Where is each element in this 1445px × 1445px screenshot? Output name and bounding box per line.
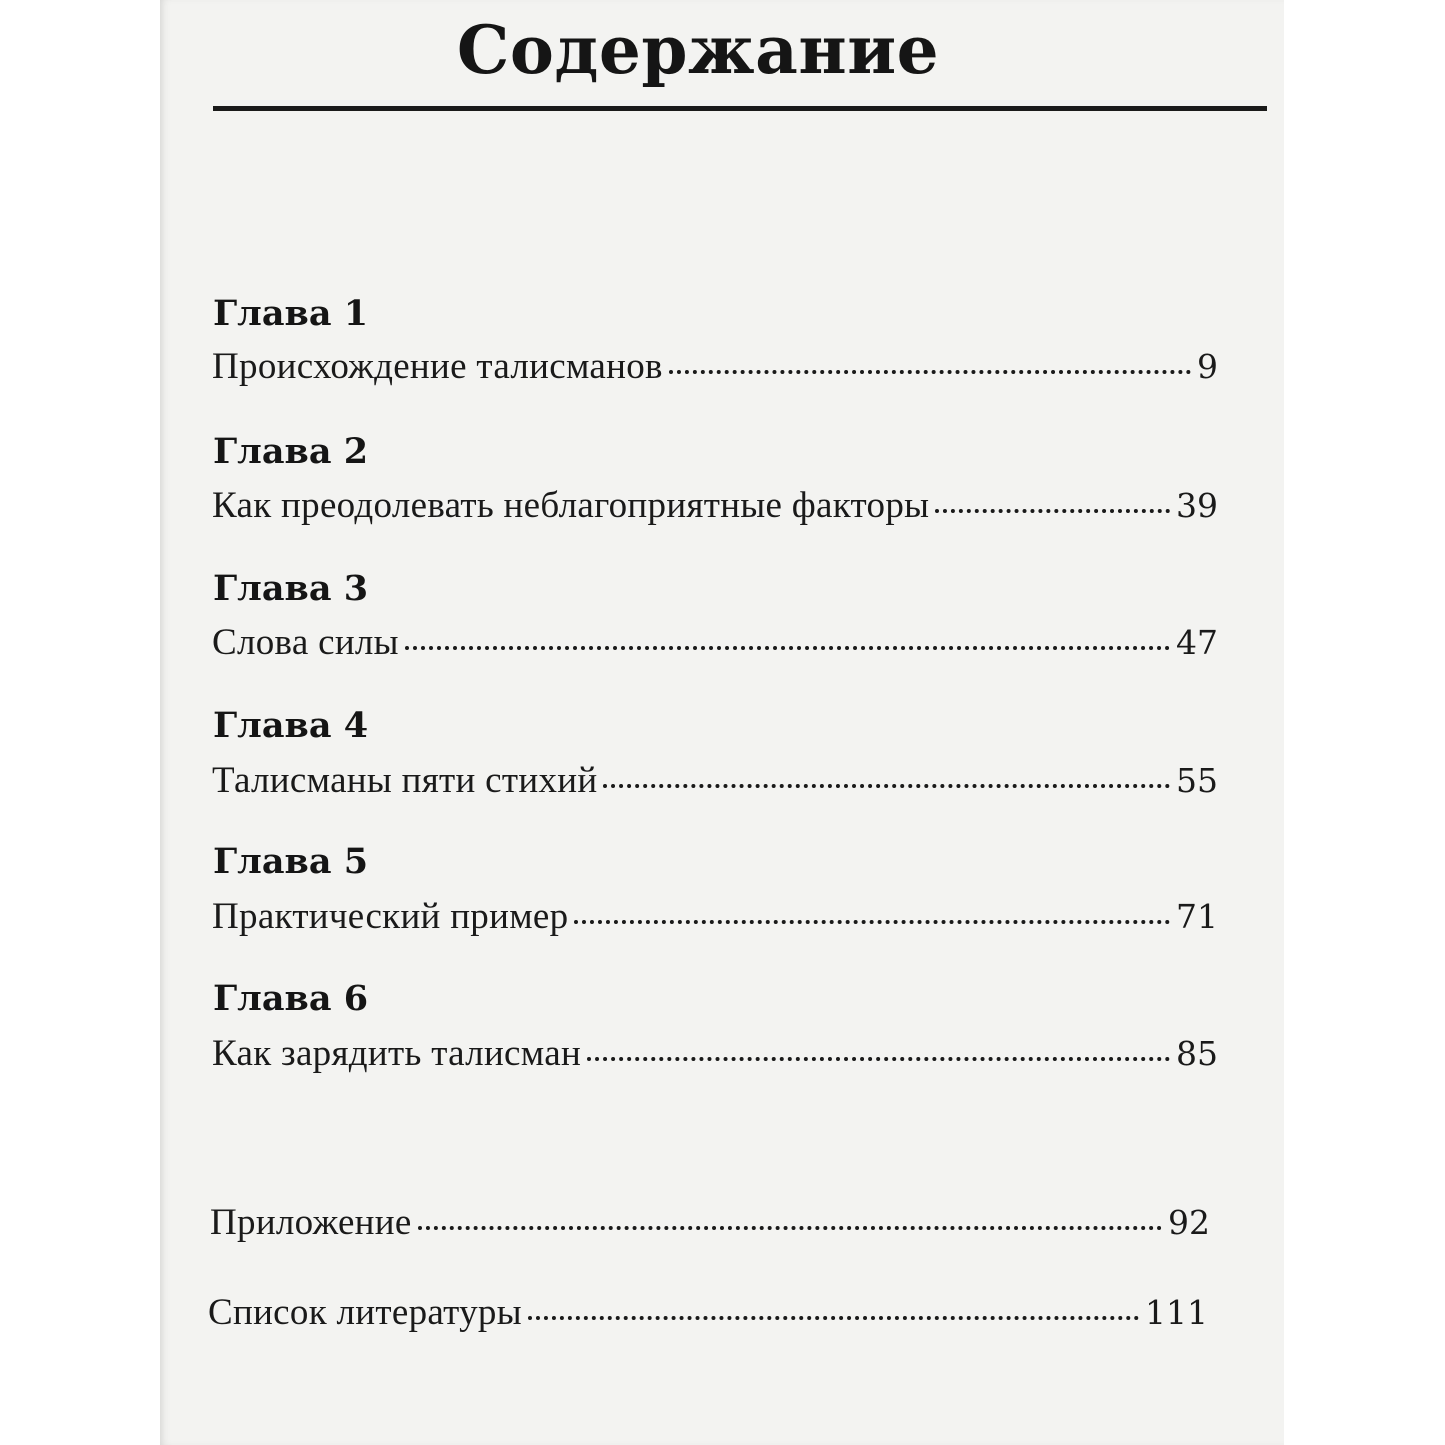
toc-entry-chapter-6[interactable] (212, 1031, 1218, 1077)
chapter-1-label: Глава 1 (213, 293, 369, 334)
page-title: Содержание (456, 11, 940, 89)
toc-entry-title: Практический пример (212, 896, 569, 937)
toc-page-number: 85 (1176, 1034, 1218, 1073)
dot-leader (574, 920, 1170, 924)
toc-entry-chapter-5[interactable] (212, 894, 1218, 940)
toc-entry-title: Слова силы (212, 622, 399, 663)
chapter-2-label: Глава 2 (213, 431, 369, 472)
toc-page-number: 47 (1176, 623, 1218, 662)
dot-leader (587, 1057, 1170, 1061)
toc-entry-title: Талисманы пяти стихий (212, 760, 598, 801)
toc-entry-chapter-2[interactable] (212, 483, 1218, 529)
chapter-5-label: Глава 5 (213, 841, 369, 882)
toc-entry-bibliography[interactable] (208, 1290, 1208, 1336)
toc-entry-appendix[interactable] (210, 1200, 1210, 1246)
dot-leader (405, 646, 1170, 650)
dot-leader (603, 784, 1170, 788)
dot-leader (669, 370, 1191, 374)
dot-leader (528, 1316, 1139, 1320)
title-underline (213, 106, 1267, 111)
toc-entry-title: Список литературы (208, 1292, 522, 1333)
chapter-6-label: Глава 6 (213, 978, 369, 1019)
toc-page-number: 55 (1176, 761, 1218, 800)
toc-entry-chapter-1[interactable] (212, 344, 1218, 390)
toc-entry-chapter-3[interactable] (212, 620, 1218, 666)
toc-entry-title: Как зарядить талисман (212, 1033, 582, 1074)
toc-entry-title: Происхождение талисманов (212, 346, 663, 387)
toc-page-number: 92 (1168, 1203, 1210, 1242)
dot-leader (418, 1226, 1162, 1230)
chapter-4-label: Глава 4 (213, 705, 369, 746)
toc-page-number: 71 (1176, 897, 1218, 936)
toc-page-number: 111 (1145, 1293, 1208, 1332)
toc-entry-title: Приложение (210, 1202, 412, 1243)
toc-entry-title: Как преодолевать неблагоприятные факторы (212, 485, 930, 526)
chapter-3-label: Глава 3 (213, 568, 369, 609)
dot-leader (935, 509, 1170, 513)
book-page (160, 0, 1284, 1445)
toc-page-number: 39 (1176, 486, 1218, 525)
toc-page-number: 9 (1197, 347, 1218, 386)
toc-entry-chapter-4[interactable] (212, 758, 1218, 804)
